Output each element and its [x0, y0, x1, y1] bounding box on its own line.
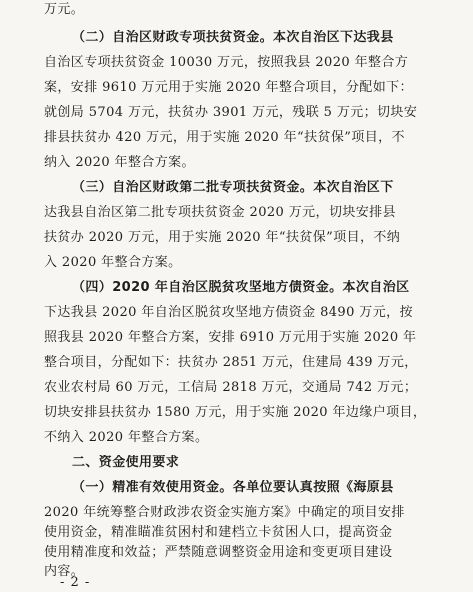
section-heading-usage: 二、资金使用要求: [72, 455, 180, 470]
text-line: 内容。: [44, 564, 85, 579]
section-heading-2: （二）自治区财政专项扶贫资金。本次自治区下达我县: [72, 30, 394, 45]
text-line: 下达我县 2020 年自治区脱贫攻坚地方债资金 8490 万元，按: [44, 305, 413, 320]
text-line: 排县扶贫办 420 万元，用于实施 2020 年“扶贫保”项目，不: [44, 130, 405, 145]
text-line: 不纳入 2020 年整合方案。: [44, 430, 209, 445]
text-line: 万元。: [44, 2, 85, 17]
text-line: 就创局 5704 万元，扶贫办 3901 万元，残联 5 万元；切块安: [44, 105, 418, 120]
section-heading-4: （四）2020 年自治区脱贫攻坚地方债资金。本次自治区: [72, 280, 410, 295]
text-line: 使用精准度和效益；严禁随意调整资金用途和变更项目建设: [44, 545, 393, 560]
section-heading-3: （三）自治区财政第二批专项扶贫资金。本次自治区下: [72, 180, 394, 195]
text-line: 切块安排县扶贫办 1580 万元，用于实施 2020 年边缘户项目，: [44, 405, 427, 420]
text-line: 2020 年统筹整合财政涉农资金实施方案》中确定的项目安排: [44, 505, 405, 520]
subsection-heading-1: （一）精准有效使用资金。各单位要认真按照《海原县: [72, 480, 394, 495]
page-number: - 2 -: [60, 575, 91, 590]
text-line: 整合项目，分配如下：扶贫办 2851 万元，住建局 439 万元，: [44, 355, 418, 370]
text-line: 扶贫办 2020 万元，用于实施 2020 年“扶贫保”项目，不纳: [44, 230, 401, 245]
text-line: 使用资金，精准瞄准贫困村和建档立卡贫困人口，提高资金: [44, 525, 393, 540]
text-line: 自治区专项扶贫资金 10030 万元，按照我县 2020 年整合方: [44, 55, 409, 70]
text-line: 纳入 2020 年整合方案。: [44, 155, 195, 170]
text-line: 案，安排 9610 万元用于实施 2020 年整合项目，分配如下：: [44, 80, 413, 95]
text-line: 达我县自治区第二批专项扶贫资金 2020 万元，切块安排县: [44, 205, 396, 220]
text-line: 照我县 2020 年整合方案，安排 6910 万元用于实施 2020 年: [44, 330, 417, 345]
text-line: 入 2020 年整合方案。: [44, 255, 182, 270]
text-line: 农业农村局 60 万元，工信局 2818 万元，交通局 742 万元；: [44, 380, 418, 395]
